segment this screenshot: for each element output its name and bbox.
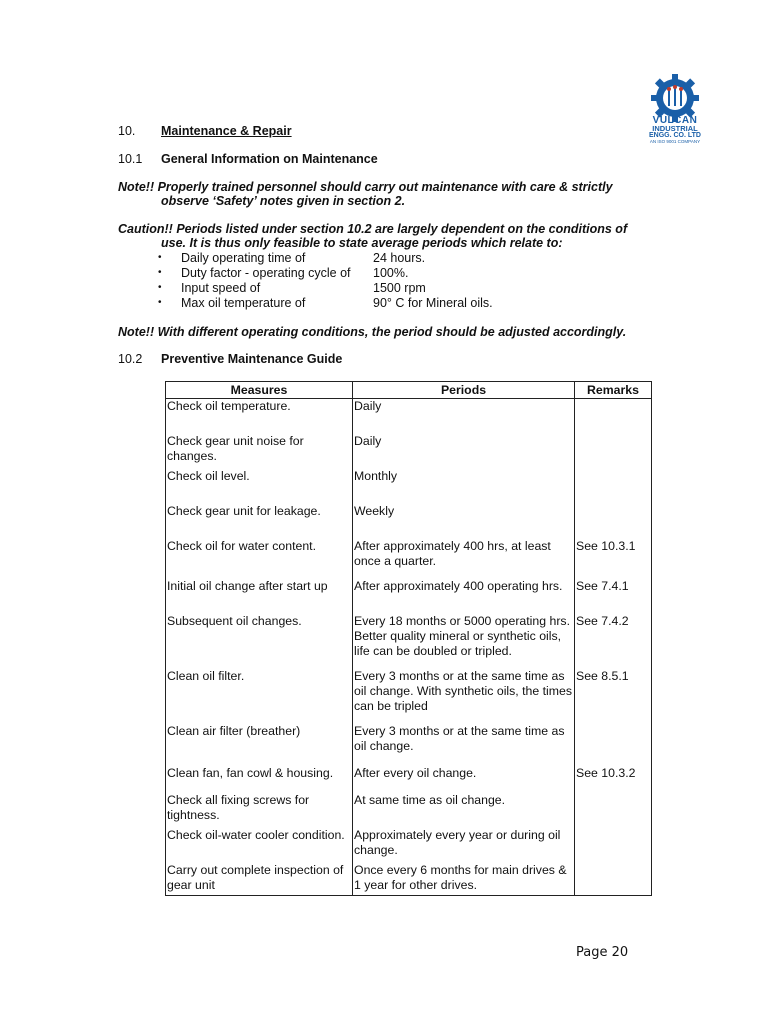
table-row	[166, 399, 652, 434]
table-row	[166, 793, 652, 828]
maintenance-table	[165, 381, 652, 896]
measure-cell: Check gear unit noise for changes.	[166, 434, 353, 469]
column-header-measures: Measures	[166, 382, 353, 399]
condition-value: 1500 rpm	[373, 281, 426, 295]
measure-cell: Subsequent oil changes.	[166, 614, 353, 669]
column-header-periods: Periods	[353, 382, 575, 399]
table-header-row	[166, 382, 652, 399]
period-cell: After every oil change.	[353, 766, 575, 793]
note1-line1: Note!! Properly trained personnel should carry out maintenance with care & strictly	[118, 180, 613, 194]
period-cell: Daily	[353, 434, 575, 469]
logo-tagline: AN ISO 9001 COMPANY	[649, 139, 701, 144]
table-row	[166, 724, 652, 766]
table-row	[166, 434, 652, 469]
table-row	[166, 539, 652, 579]
measure-cell: Check oil temperature.	[166, 399, 353, 434]
subsection1-title: General Information on Maintenance	[161, 152, 378, 166]
measure-cell: Clean fan, fan cowl & housing.	[166, 766, 353, 793]
period-cell: Approximately every year or during oil change.	[353, 828, 575, 863]
remark-cell	[575, 793, 652, 828]
period-cell: Every 3 months or at the same time as oil change.	[353, 724, 575, 766]
period-cell: Every 3 months or at the same time as oil change. With synthetic oils, the times can be tripled	[353, 669, 575, 724]
remark-cell	[575, 399, 652, 434]
bullet-icon: •	[158, 267, 162, 278]
measure-cell: Initial oil change after start up	[166, 579, 353, 614]
period-cell: Once every 6 months for main drives & 1 year for other drives.	[353, 863, 575, 896]
remark-cell	[575, 863, 652, 896]
remark-cell: See 10.3.1	[575, 539, 652, 579]
remark-cell	[575, 434, 652, 469]
table-row	[166, 504, 652, 539]
page-number: Page 20	[576, 945, 629, 960]
measure-cell: Check gear unit for leakage.	[166, 504, 353, 539]
period-cell: Weekly	[353, 504, 575, 539]
bullet-icon: •	[158, 297, 162, 308]
measure-cell: Check oil for water content.	[166, 539, 353, 579]
remark-cell: See 10.3.2	[575, 766, 652, 793]
measure-cell: Check oil-water cooler condition.	[166, 828, 353, 863]
table-row	[166, 863, 652, 896]
subsection1-number: 10.1	[118, 152, 143, 166]
remark-cell	[575, 504, 652, 539]
condition-label: Daily operating time of	[181, 251, 306, 265]
condition-value: 90° C for Mineral oils.	[373, 296, 493, 310]
measure-cell: Check oil level.	[166, 469, 353, 504]
period-cell: Daily	[353, 399, 575, 434]
remark-cell: See 8.5.1	[575, 669, 652, 724]
table-row	[166, 469, 652, 504]
measure-cell: Check all fixing screws for tightness.	[166, 793, 353, 828]
note1-line2: observe ‘Safety’ notes given in section 2.	[161, 194, 406, 208]
table-row	[166, 766, 652, 793]
measure-cell: Carry out complete inspection of gear unit	[166, 863, 353, 896]
caution-line2: use. It is thus only feasible to state average periods which relate to:	[161, 236, 563, 250]
remark-cell	[575, 724, 652, 766]
condition-label: Duty factor - operating cycle of	[181, 266, 351, 280]
note2: Note!! With different operating conditions, the period should be adjusted accordingly.	[118, 325, 627, 339]
period-cell: After approximately 400 hrs, at least once a quarter.	[353, 539, 575, 579]
condition-label: Max oil temperature of	[181, 296, 306, 310]
remark-cell	[575, 469, 652, 504]
remark-cell	[575, 828, 652, 863]
period-cell: Monthly	[353, 469, 575, 504]
logo-name: VULCAN	[652, 115, 698, 126]
measure-cell: Clean air filter (breather)	[166, 724, 353, 766]
condition-value: 100%.	[373, 266, 409, 280]
column-header-remarks: Remarks	[575, 382, 652, 399]
period-cell: Every 18 months or 5000 operating hrs. Better quality mineral or synthetic oils, life can be doubled or tripled.	[353, 614, 575, 669]
subsection2-number: 10.2	[118, 352, 143, 366]
bullet-icon: •	[158, 252, 162, 263]
bullet-icon: •	[158, 282, 162, 293]
remark-cell: See 7.4.2	[575, 614, 652, 669]
logo-line2: INDUSTRIAL	[652, 124, 698, 133]
condition-label: Input speed of	[181, 281, 261, 295]
table-row	[166, 669, 652, 724]
section-number: 10.	[118, 124, 136, 138]
table-row	[166, 614, 652, 669]
remark-cell: See 7.4.1	[575, 579, 652, 614]
period-cell: At same time as oil change.	[353, 793, 575, 828]
logo-line3: ENGG. CO. LTD	[649, 132, 701, 139]
caution-line1: Caution!! Periods listed under section 10.2 are largely dependent on the conditions of	[118, 222, 628, 236]
period-cell: After approximately 400 operating hrs.	[353, 579, 575, 614]
measure-cell: Clean oil filter.	[166, 669, 353, 724]
table-row	[166, 828, 652, 863]
table-row	[166, 579, 652, 614]
subsection2-title: Preventive Maintenance Guide	[161, 352, 343, 366]
section-title: Maintenance & Repair	[161, 124, 292, 138]
condition-value: 24 hours.	[373, 251, 426, 265]
